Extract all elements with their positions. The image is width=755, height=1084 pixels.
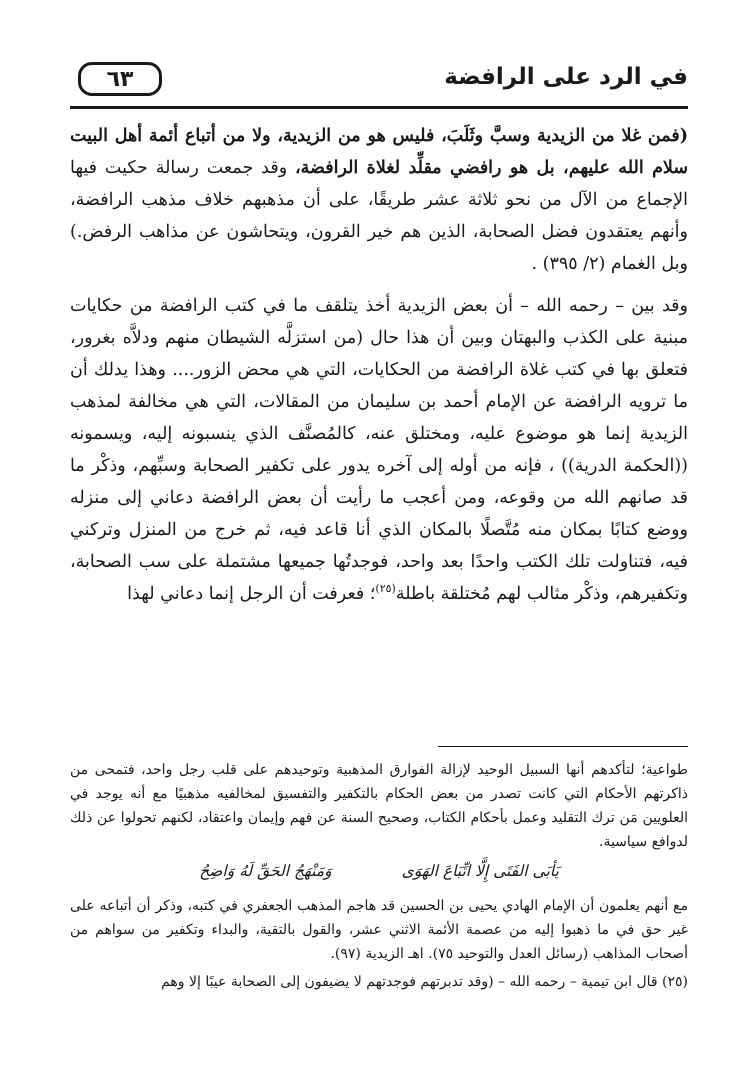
quoted-bold-text: (فمن غلا من الزيدية وسبَّ وثَلَبَ، فليس هو من الزيدية، ولا من أتباع أئمة أهل البيت سلام الله عليهم، بل هو رافضي مقلِّد لغلاة الرافضة، — [70, 126, 689, 178]
footnotes — [70, 758, 688, 994]
footnote-reference-25: (٢٥) — [375, 582, 396, 596]
footnote-paragraph: مع أنهم يعلمون أن الإمام الهادي يحيى بن الحسين قد هاجم المذهب الجعفري في كتبه، وذكر أن أتباعه على غير حق في ما ذهبوا إليه من عصمة الأئمة الاثني عشر، والقول بالتقية، والبداء وتكفير من سواهم من أصحاب المذاهب (رسائل العدل والتوحيد ٧٥). اهـ الزيدية (٩٧). — [70, 898, 688, 962]
header-rule — [70, 106, 688, 109]
page-header — [70, 62, 688, 102]
paragraph-1 — [70, 120, 688, 280]
paragraph-2-tail: ؛ فعرفت أن الرجل إنما دعاني لهذا — [127, 584, 376, 604]
poetry-verse — [70, 856, 688, 886]
running-title: في الرد على الرافضة — [444, 64, 688, 90]
main-text — [70, 120, 688, 610]
footnote-continuation: طواعية؛ لتأكدهم أنها السبيل الوحيد لإزالة الفوارق المذهبية وتوحيدهم على قلب رجل واحد، فتمحى من ذاكرتهم الأحكام التي كانت تصدر من بعض الحكام بالتكفير والتفسيق لمخالفيه مذهبيًا مع أنه يوجد في العلويين مَن ترك التقليد وعمل بأحكام الكتاب، وصحيح السنة عن فهم وإيمان واعتقاد، لكنهم تحولوا عن ذلك لدوافع سياسية. — [70, 762, 688, 850]
verse-second-hemistich: وَمَنْهَجُ الحَقِّ لَهُ وَاضِحُ — [199, 862, 332, 880]
verse-first-hemistich: يَأبَى الفَتَى إِلَّا اتِّبَاعَ الهَوَى — [401, 862, 559, 880]
footnote-25: (٢٥) قال ابن تيمية – رحمه الله – (وقد تدبرتهم فوجدتهم لا يضيفون إلى الصحابة عيبًا إلا وهم — [161, 974, 688, 990]
paragraph-2-text: وقد بين – رحمه الله – أن بعض الزيدية أخذ يتلقف ما في كتب الرافضة من حكايات مبنية على الكذب والبهتان وبين أن هذا حال (من استزلَّه الشيطان منهم ودلاَّه بغرور، فتعلق بها في كتب غلاة الرافضة من الحكايات، التي هي محض الزور.... وهذا يدلك أن ما ترويه الرافضة عن الإمام أحمد بن سليمان من المقالات، التي هي مخالفة لمذهب الزيدية إنما هو موضوع عليه، ومختلق عنه، كالمُصنَّف الذي ينسبونه إليه، ويسمونه ((الحكمة الدرية)) ، فإنه من أوله إلى آخره يدور على تكفير الصحابة وسبِّهم، وذكْر ما قد صانهم الله من وقوعه، ومن أعجب ما رأيت أن بعض الرافضة دعاني إلى منزله ووضع كتابًا بمكان منه مُتَّصلًا بالمكان الذي أنا قاعد فيه، ثم خرج من المنزل وتركني فيه، فتناولت تلك الكتب واحدًا بعد واحد، فوجدتُها جميعها مشتملة على سب الصحابة، وتكفيرهم، وذكْر مثالب لهم مُختلقة باطلة — [70, 296, 688, 604]
page-number: ٦٣ — [78, 62, 162, 96]
footnote-separator — [438, 746, 688, 747]
paragraph-2 — [70, 290, 688, 610]
paragraph-1-text: وقد جمعت رسالة حكيت فيها الإجماع من الآل من نحو ثلاثة عشر طريقًا، على أن مذهبهم خلاف مذهب الرافضة، وأنهم يعتقدون فضل الصحابة، الذين هم خير القرون، ويتحاشون عن مذاهب الرفض.) وبل الغمام (٢/ ٣٩٥) . — [70, 158, 688, 274]
